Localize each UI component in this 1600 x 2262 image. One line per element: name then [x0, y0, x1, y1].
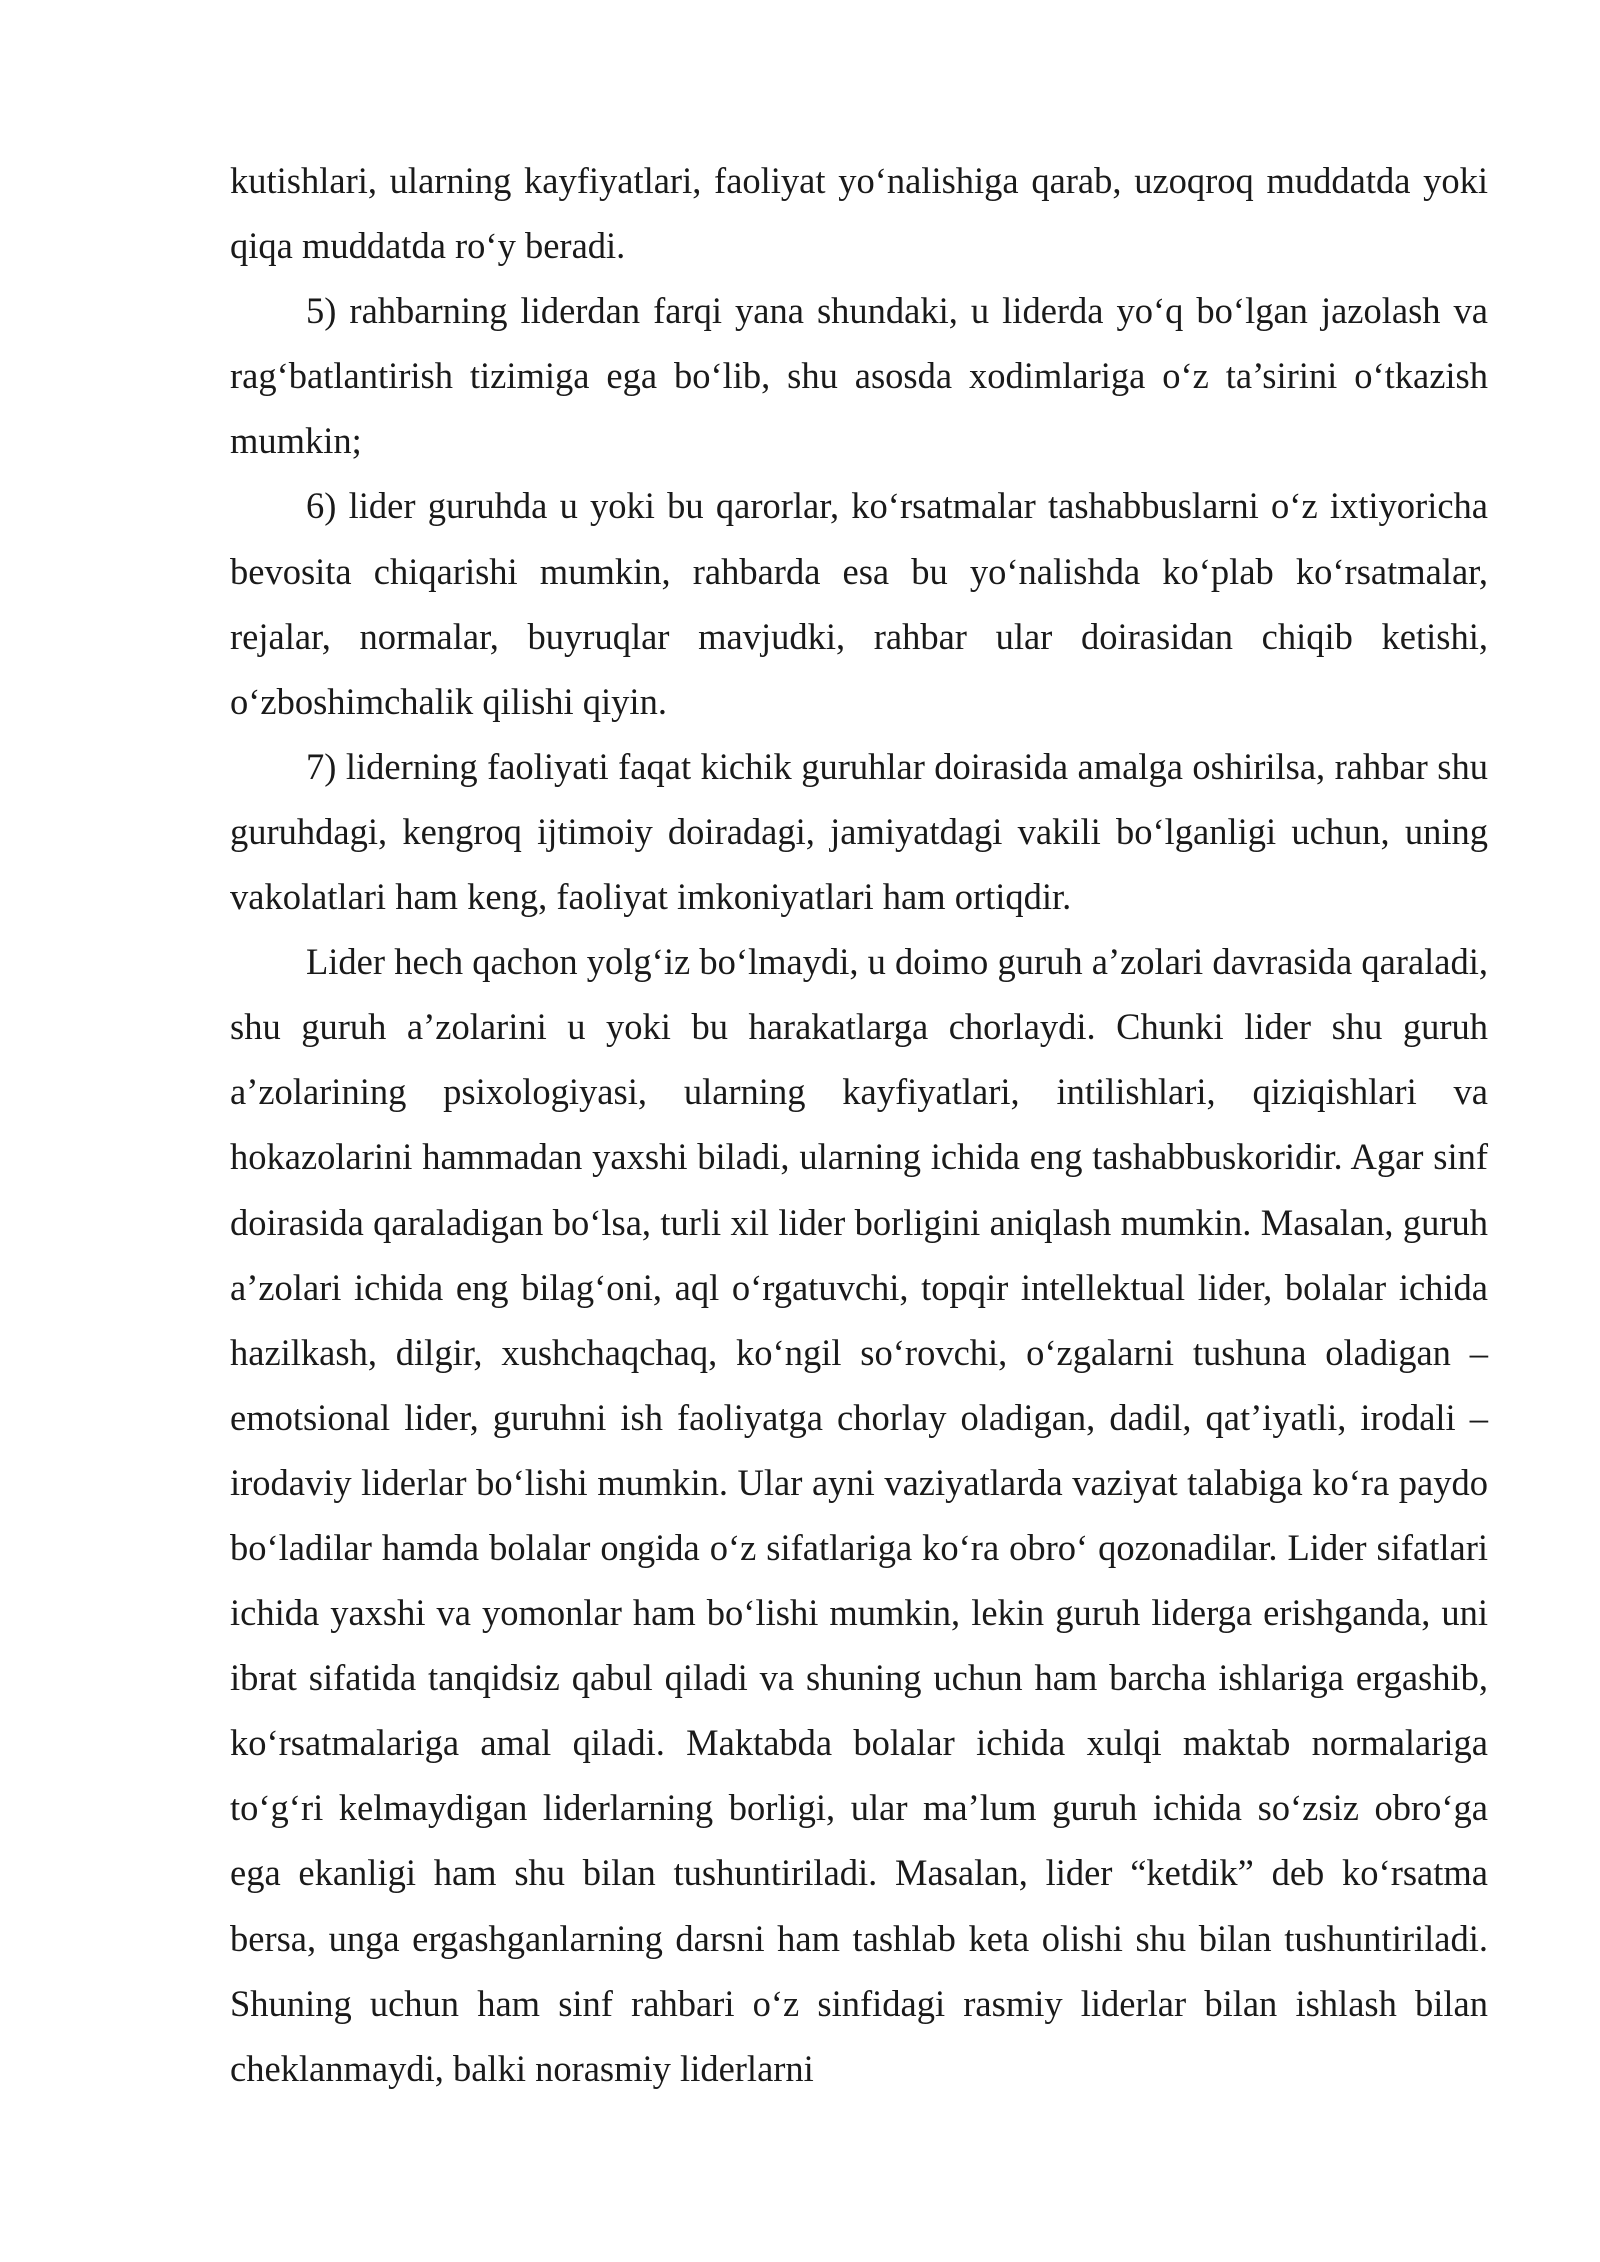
paragraph-point-5: 5) rahbarning liderdan farqi yana shundaki, u liderda yo‘q bo‘lgan jazolash va rag‘batlantirish tizimiga ega bo‘lib, shu asosda xodimlariga o‘z ta’sirini o‘tkazish mumkin;: [230, 290, 1488, 462]
paragraph-point-7: 7) liderning faoliyati faqat kichik guruhlar doirasida amalga oshirilsa, rahbar shu guruhdagi, kengroq ijtimoiy doiradagi, jamiyatdagi vakili bo‘lganligi uchun, uning vakolatlari ham keng, faoliyat imkoniyatlari ham ortiqdir.: [230, 745, 1488, 918]
paragraph-leader-description: Lider hech qachon yolg‘iz bo‘lmaydi, u doimo guruh a’zolari davrasida qaraladi, shu guruh a’zolarini u yoki bu harakatlarga chorlaydi. Chunki lider shu guruh a’zolarining psixologiyasi, ularning kayfiyatlari, intilishlari, qiziqishlari va hokazolarini hammadan yaxshi biladi, ularning ichida eng tashabbuskoridir. Agar sinf doirasida qaraladigan bo‘lsa, turli xil lider borligini aniqlash mumkin. Masalan, guruh a’zolari ichida eng bilag‘oni, aql o‘rgatuvchi, topqir intellektual lider, bolalar ichida hazilkash, dilgir, xushchaqchaq, ko‘ngil so‘rovchi, o‘zgalarni tushuna oladigan – emotsional lider, guruhni ish faoliyatga chorlay oladigan, dadil, qat’iyatli, irodali – irodaviy liderlar bo‘lishi mumkin. Ular ayni vaziyatlarda vaziyat talabiga ko‘ra paydo bo‘ladilar hamda bolalar ongida o‘z sifatlariga ko‘ra obro‘ qozonadilar. Lider sifatlari ichida yaxshi va yomonlar ham bo‘lishi mumkin, lekin guruh liderga erishganda, uni ibrat sifatida tanqidsiz qabul qiladi va shuning uchun ham barcha ishlariga ergashib, ko‘rsatmalariga amal qiladi. Maktabda bolalar ichida xulqi maktab normalariga to‘g‘ri kelmaydigan liderlarning borligi, ular ma’lum guruh ichida so‘zsiz obro‘ga ega ekanligi ham shu bilan tushuntiriladi. Masalan, lider “ketdik” deb ko‘rsatma bersa, unga ergashganlarning darsni ham tashlab keta olishi shu bilan tushuntiriladi. Shuning uchun ham sinf rahbari o‘z sinfidagi rasmiy liderlar bilan ishlash bilan cheklanmaydi, balki norasmiy liderlarni: [230, 941, 1488, 2089]
body-text: [230, 148, 1488, 2101]
paragraph-point-6: 6) lider guruhda u yoki bu qarorlar, ko‘rsatmalar tashabbuslarni o‘z ixtiyoricha bevosita chiqarishi mumkin, rahbarda esa bu yo‘nalishda ko‘plab ko‘rsatmalar, rejalar, normalar, buyruqlar mavjudki, rahbar ular doirasidan chiqib ketishi, o‘zboshimchalik qilishi qiyin.: [230, 485, 1488, 722]
paragraph-continuation: kutishlari, ularning kayfiyatlari, faoliyat yo‘nalishiga qarab, uzoqroq muddatda yoki qiqa muddatda ro‘y beradi.: [230, 160, 1488, 267]
